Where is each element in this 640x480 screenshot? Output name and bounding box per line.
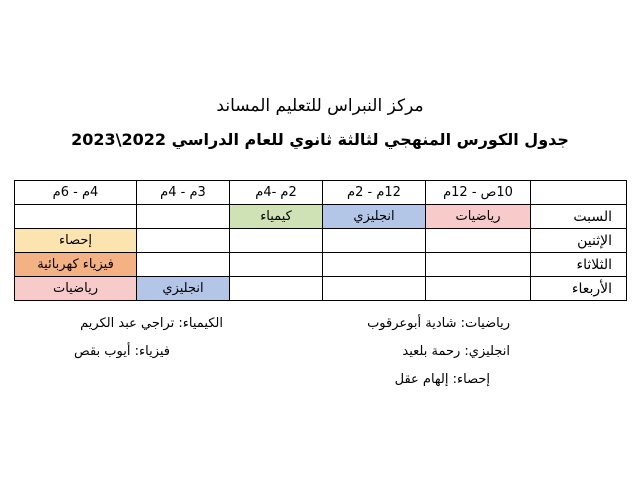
teacher-math: رياضيات: شادية أبوعرقوب bbox=[367, 316, 510, 331]
day-tuesday: الثلاثاء bbox=[531, 253, 627, 277]
schedule-title: جدول الكورس المنهجي لثالثة ثانوي للعام الدراسي 2022\2023 bbox=[71, 130, 569, 149]
session-tue-physics: فيزياء كهربائية bbox=[15, 253, 137, 277]
session-mon-stats: إحصاء bbox=[15, 229, 137, 253]
cell-wed-12-2 bbox=[323, 277, 426, 301]
time-header-10-12: 10ص - 12م bbox=[426, 181, 531, 205]
time-header-12-2: 12م - 2م bbox=[323, 181, 426, 205]
teacher-english: انجليزي: رحمة بلعيد bbox=[402, 344, 510, 359]
cell-tue-12-2 bbox=[323, 253, 426, 277]
day-wednesday: الأربعاء bbox=[531, 277, 627, 301]
day-monday: الإثنين bbox=[531, 229, 627, 253]
session-sat-english: انجليزي bbox=[323, 205, 426, 229]
cell-sat-4-6 bbox=[15, 205, 137, 229]
table-row-tuesday bbox=[15, 253, 627, 277]
day-saturday: السبت bbox=[531, 205, 627, 229]
cell-tue-3-4 bbox=[137, 253, 230, 277]
session-wed-math: رياضيات bbox=[15, 277, 137, 301]
cell-sat-3-4 bbox=[137, 205, 230, 229]
schedule-table bbox=[14, 180, 627, 301]
table-header-row bbox=[15, 181, 627, 205]
table-row-monday bbox=[15, 229, 627, 253]
cell-mon-2-4 bbox=[230, 229, 323, 253]
session-sat-chemistry: كيمياء bbox=[230, 205, 323, 229]
cell-tue-2-4 bbox=[230, 253, 323, 277]
cell-mon-10-12 bbox=[426, 229, 531, 253]
cell-tue-10-12 bbox=[426, 253, 531, 277]
teacher-stats: إحصاء: إلهام عقل bbox=[394, 372, 490, 387]
cell-wed-10-12 bbox=[426, 277, 531, 301]
session-wed-english: انجليزي bbox=[137, 277, 230, 301]
center-name: مركز النبراس للتعليم المساند bbox=[216, 96, 424, 116]
cell-mon-12-2 bbox=[323, 229, 426, 253]
time-header-4-6: 4م - 6م bbox=[15, 181, 137, 205]
time-header-2-4: 2م -4م bbox=[230, 181, 323, 205]
teacher-chemistry: الكيمياء: تراجي عبد الكريم bbox=[80, 316, 223, 331]
cell-wed-2-4 bbox=[230, 277, 323, 301]
teacher-physics: فيزياء: أيوب بقص bbox=[74, 344, 170, 359]
time-header-3-4: 3م - 4م bbox=[137, 181, 230, 205]
corner-cell bbox=[531, 181, 627, 205]
session-sat-math: رياضيات bbox=[426, 205, 531, 229]
table-row-saturday bbox=[15, 205, 627, 229]
cell-mon-3-4 bbox=[137, 229, 230, 253]
table-row-wednesday bbox=[15, 277, 627, 301]
